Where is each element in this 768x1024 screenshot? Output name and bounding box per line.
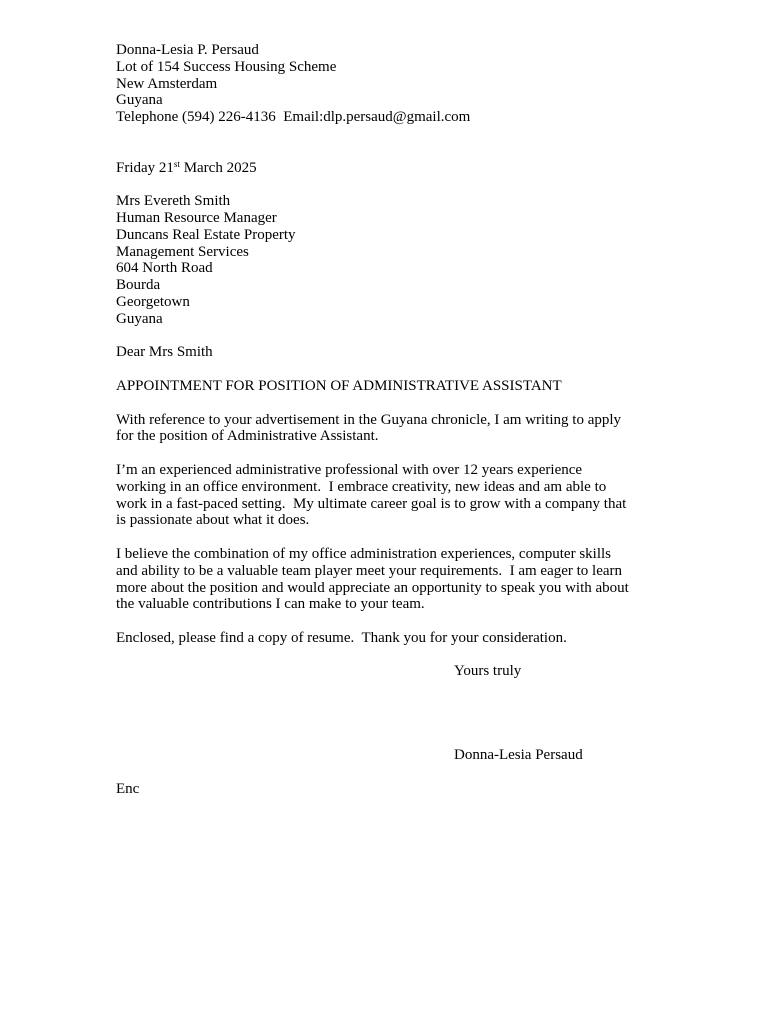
- recipient-name: Mrs Evereth Smith: [116, 193, 231, 210]
- recipient-area: Bourda: [116, 277, 161, 294]
- spacer: [116, 361, 656, 378]
- date-ordinal-suffix: st: [173, 158, 180, 169]
- signature-name: Donna-Lesia Persaud: [454, 747, 583, 764]
- spacer: [116, 176, 656, 193]
- enclosure-notation: Enc: [116, 781, 140, 798]
- spacer: [116, 445, 656, 462]
- paragraph-line: the valuable contributions I can make to your team.: [116, 596, 425, 613]
- sender-address-line-1: Lot of 154 Success Housing Scheme: [116, 58, 337, 75]
- signature-space: [116, 680, 656, 747]
- salutation: Dear Mrs Smith: [116, 344, 213, 361]
- spacer: [116, 126, 656, 143]
- sender-country: Guyana: [116, 92, 163, 109]
- recipient-country: Guyana: [116, 310, 163, 327]
- paragraph-reference: [116, 412, 656, 446]
- spacer: [116, 328, 656, 345]
- spacer: [116, 764, 656, 781]
- sender-address-line-2: New Amsterdam: [116, 75, 218, 92]
- recipient-company-line-2: Management Services: [116, 243, 249, 260]
- spacer: [116, 143, 656, 160]
- paragraph-line: work in a fast-paced setting. My ultimate career goal is to grow with a company that: [116, 495, 627, 512]
- spacer: [116, 647, 656, 664]
- paragraph-line: is passionate about what it does.: [116, 512, 310, 529]
- spacer: [116, 395, 656, 412]
- paragraph-line: With reference to your advertisement in the Guyana chronicle, I am writing to apply: [116, 411, 622, 428]
- sender-name: Donna-Lesia P. Persaud: [116, 42, 259, 58]
- spacer: [116, 613, 656, 630]
- recipient-title: Human Resource Manager: [116, 209, 277, 226]
- paragraph-line: working in an office environment. I embrace creativity, new ideas and am able to: [116, 478, 607, 495]
- recipient-address-block: [116, 193, 656, 327]
- date-month-year: March 2025: [179, 159, 257, 176]
- paragraph-enclosure-note: [116, 630, 656, 647]
- closing: Yours truly: [454, 663, 522, 680]
- sender-address-block: [116, 42, 656, 126]
- spacer: [116, 529, 656, 546]
- recipient-street: 604 North Road: [116, 260, 213, 277]
- paragraph-experience: [116, 462, 656, 529]
- letter-body: [116, 42, 656, 798]
- paragraph-line: for the position of Administrative Assistant.: [116, 428, 379, 445]
- paragraph-qualifications: [116, 546, 656, 613]
- sender-contact: Telephone (594) 226-4136 Email:dlp.persaud@gmail.com: [116, 109, 471, 126]
- paragraph-line: I believe the combination of my office administration experiences, computer skills: [116, 545, 611, 562]
- recipient-company-line-1: Duncans Real Estate Property: [116, 226, 296, 243]
- subject-line: APPOINTMENT FOR POSITION OF ADMINISTRATIVE ASSISTANT: [116, 377, 562, 394]
- paragraph-line: more about the position and would appreciate an opportunity to speak you with about: [116, 579, 629, 596]
- recipient-city: Georgetown: [116, 293, 190, 310]
- paragraph-line: and ability to be a valuable team player meet your requirements. I am eager to learn: [116, 562, 623, 579]
- letter-date: [116, 160, 656, 177]
- date-day: Friday 21: [116, 159, 174, 176]
- paragraph-line: I’m an experienced administrative professional with over 12 years experience: [116, 461, 583, 478]
- paragraph-line: Enclosed, please find a copy of resume. Thank you for your consideration.: [116, 629, 567, 646]
